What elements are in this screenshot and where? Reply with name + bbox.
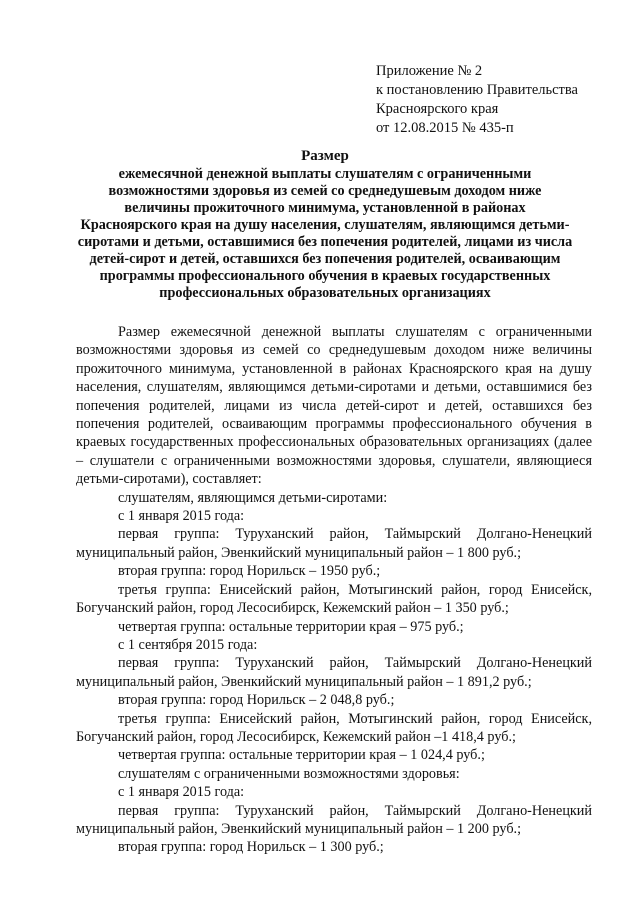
group-item: третья группа: Енисейский район, Мотыгинский район, город Енисейск, Богучанский район, город Лесосибирск, Кежемский район –1 418,4 руб.; [76,710,592,745]
title-line: Красноярского края на душу населения, слушателям, являющимся детьми- [80,217,570,233]
group-item: вторая группа: город Норильск – 2 048,8 руб.; [118,692,395,709]
title-line: ежемесячной денежной выплаты слушателям с ограниченными [118,166,532,182]
orphans-heading: слушателям, являющимся детьми-сиротами: [118,489,388,506]
appendix-number: Приложение № 2 [376,63,483,79]
appendix-region: Красноярского края [376,101,499,117]
document-body [76,323,592,857]
title-line: программы профессионального обучения в краевых государственных [99,268,551,284]
title-line: возможностями здоровья из семей со среднедушевым доходом ниже [108,183,542,199]
document-title [60,146,590,302]
group-item: четвертая группа: остальные территории края – 1 024,4 руб.; [118,747,485,764]
group-item: первая группа: Туруханский район, Таймырский Долгано-Ненецкий муниципальный район, Эвенкийский муниципальный район – 1 800 руб.; [76,526,592,561]
group-item: четвертая группа: остальные территории края – 975 руб.; [118,618,464,635]
date-heading: с 1 сентября 2015 года: [118,636,258,653]
date-heading: с 1 января 2015 года: [118,508,245,525]
group-item: третья группа: Енисейский район, Мотыгинский район, город Енисейск, Богучанский район, город Лесосибирск, Кежемский район – 1 350 руб.; [76,581,592,617]
disabled-heading: слушателям с ограниченными возможностями здоровья: [118,765,460,782]
group-item: вторая группа: город Норильск – 1 300 руб.; [118,839,384,856]
title-line: профессиональных образовательных организациях [159,285,491,301]
group-item: первая группа: Туруханский район, Таймырский Долгано-Ненецкий муниципальный район, Эвенкийский муниципальный район – 1 891,2 руб.; [76,655,592,690]
title-line: детей-сирот и детей, оставшихся без попечения родителей, осваивающим [89,251,561,267]
intro-paragraph: Размер ежемесячной денежной выплаты слушателям с ограниченными возможностями здоровья из семей со среднедушевым доходом ниже величины прожиточного минимума, установленной в районах Красноярского края на душу населения, слушателям, являющимся детьми-сиротами и детьми, оставшимися без попечения родителей, лицами из числа детей-сирот и детей, оставшихся без попечения родителей, осваивающим программы профессионального обучения в краевых государственных профессиональных образовательных организациях (далее – слушатели с ограниченными возможностями здоровья, слушатели, являющиеся детьми-сиротами), составляет: [76,324,592,488]
group-item: вторая группа: город Норильск – 1950 руб.; [118,563,381,580]
title-line: сиротами и детьми, оставшимися без попечения родителей, лицами из числа [77,234,573,250]
appendix-reference [376,62,578,138]
appendix-date: от 12.08.2015 № 435-п [376,120,514,136]
title-heading: Размер [301,148,349,164]
title-line: величины прожиточного минимума, установленной в районах [124,200,526,216]
appendix-resolution: к постановлению Правительства [376,82,578,98]
group-item: первая группа: Туруханский район, Таймырский Долгано-Ненецкий муниципальный район, Эвенкийский муниципальный район – 1 200 руб.; [76,802,592,837]
date-heading: с 1 января 2015 года: [118,784,245,801]
